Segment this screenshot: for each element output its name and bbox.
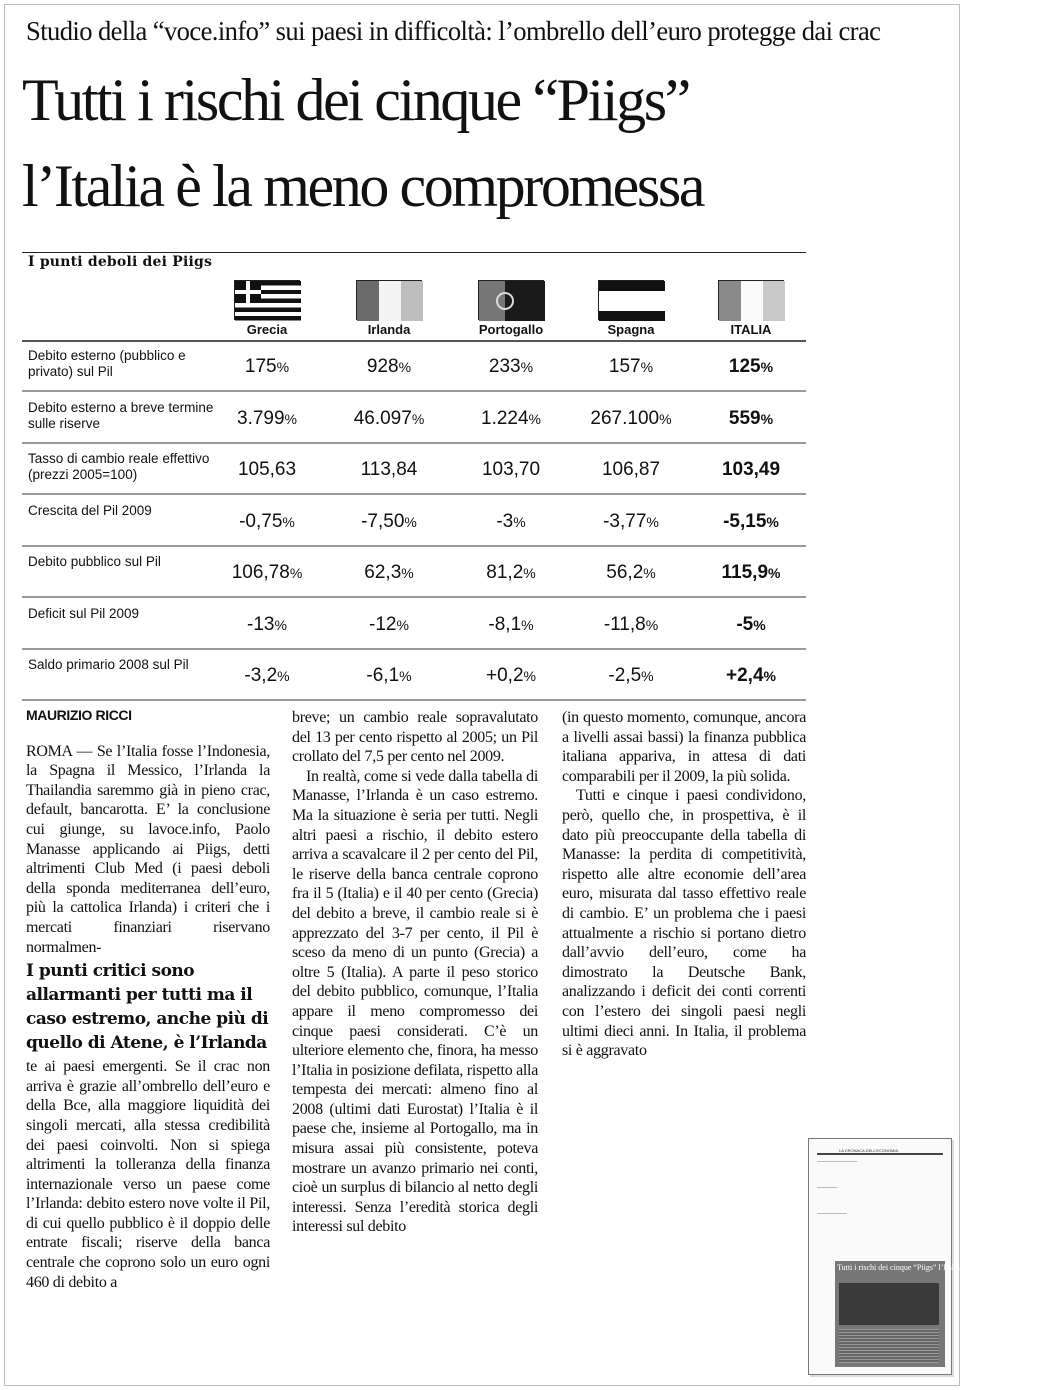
cell-unit: %	[399, 668, 412, 684]
cell-unit: %	[404, 513, 417, 530]
table-cell	[451, 356, 571, 378]
table-cell	[207, 356, 327, 378]
cell-unit: %	[523, 565, 536, 581]
row-divider	[22, 442, 806, 444]
cell-value: 46.097	[353, 407, 412, 429]
paragraph: (in questo momento, comunque, ancora a livelli assai bassi) la finanza pubblica italiana appariva, in attesa di dati comparabili per il 2009, la più solida.	[562, 709, 806, 785]
piigs-table	[22, 248, 806, 700]
thumbnail-line	[817, 1213, 847, 1214]
cell-unit: %	[411, 410, 425, 427]
cell-value: 157	[608, 356, 641, 377]
cell-unit: %	[766, 513, 779, 530]
table-cell	[691, 614, 811, 636]
table-row	[22, 548, 806, 598]
table-cell	[571, 665, 691, 687]
row-divider	[22, 699, 806, 701]
row-divider	[22, 545, 806, 547]
table-cell	[329, 356, 449, 378]
cell-unit: %	[521, 616, 534, 633]
table-cell	[329, 562, 449, 584]
cell-value: -3,77	[603, 510, 647, 532]
kicker: Studio della “voce.info” sui paesi in difficoltà: l’ombrello dell’euro protegge dai crac	[26, 16, 881, 46]
cell-unit: %	[520, 359, 534, 375]
table-cell	[571, 562, 691, 584]
cell-value: -3	[496, 510, 514, 532]
cell-unit: %	[284, 410, 297, 427]
row-divider	[22, 596, 806, 598]
paragraph: te ai paesi emergenti. Se il crac non arriva è grazie all’ombrello dell’euro e della Bce, alla maggiore liquidità dei singoli mercati, alla stessa credibilità dei paesi coinvolti. Non si spiega altrimenti la tolleranza della finanza internazionale verso un paese come l’Irlanda: debito estero nove volte il Pil, di cui quello pubblico è il doppio delle entrate fiscali; riserve della banca centrale che coprono solo un euro ogni 460 di debito a	[26, 1058, 270, 1291]
table-cell	[207, 614, 327, 636]
table-cell	[451, 562, 571, 584]
cell-unit: %	[753, 616, 766, 633]
table-cell	[691, 562, 811, 584]
country-portugal: Portogallo	[478, 322, 544, 337]
table-row	[22, 445, 806, 495]
cell-unit: %	[640, 359, 654, 375]
cell-value: 81,2	[486, 562, 524, 583]
row-divider	[22, 493, 806, 495]
table-cell	[571, 459, 691, 481]
cell-value: -0,75	[239, 510, 283, 532]
cell-value: 106,87	[601, 459, 661, 480]
cell-unit: %	[528, 410, 541, 427]
table-top-rule	[22, 252, 806, 253]
cell-value: -12	[369, 613, 397, 635]
row-divider	[22, 648, 806, 650]
cell-value: 56,2	[606, 562, 644, 583]
cell-value: 125	[728, 356, 761, 377]
table-cell	[571, 356, 691, 378]
paragraph: breve; un cambio reale sopravalutato del 13 per cento rispetto al 2005; un Pil crollato del 7,5 per cento nel 2009.	[292, 709, 538, 766]
ireland-flag-icon	[356, 280, 422, 320]
row-label: Debito esterno a breve termine sulle riserve	[28, 399, 214, 431]
table-cell	[329, 408, 449, 430]
cell-value: 175	[244, 356, 277, 377]
cell-value: -5,15	[723, 510, 767, 532]
row-label: Debito esterno (pubblico e privato) sul Pil	[28, 348, 186, 379]
cell-value: 233	[488, 356, 521, 377]
thumbnail-title: Tutti i rischi dei cinque “Piigs” l’Italia è la meno compromessa	[837, 1263, 1039, 1272]
thumbnail-header-rule	[817, 1153, 943, 1155]
cell-unit: %	[763, 668, 776, 684]
cell-value: -7,50	[361, 510, 405, 532]
cell-value: 3.799	[237, 407, 285, 429]
cell-value: -2,5	[608, 665, 642, 686]
table-cell	[691, 511, 811, 533]
table-cell	[207, 408, 327, 430]
cell-unit: %	[645, 616, 659, 633]
row-divider	[22, 390, 806, 392]
table-cell	[691, 459, 811, 481]
cell-value: 1.224	[481, 407, 529, 429]
table-cell	[329, 614, 449, 636]
cell-value: +0,2	[486, 665, 524, 686]
byline: MAURIZIO RICCI	[26, 707, 132, 723]
cell-unit: %	[641, 668, 654, 684]
cell-unit: %	[523, 668, 536, 684]
italy-flag-icon	[718, 280, 784, 320]
cell-unit: %	[401, 565, 414, 581]
table-cell	[451, 459, 571, 481]
cell-value: 115,9	[721, 562, 769, 583]
cell-value: -11,8	[603, 613, 646, 635]
table-cell	[571, 408, 691, 430]
cell-unit: %	[282, 513, 295, 530]
table-title: I punti deboli dei Piigs	[28, 254, 213, 270]
paragraph: In realtà, come si vede dalla tabella di Manasse, l’Irlanda è un caso estremo. Ma la situazione è seria per tutti. Negli altri paesi a rischio, il debito estero arriva a scavalcare il 2 per cento del Pil, le riserve della banca centrale coprono fra il 5 (Italia) e il 40 per cento (Grecia) del debito a breve, il cambio reale si è apprezzato del 3-7 per cento, il Pil è sceso da meno di un punto (Grecia) a oltre 5 (Italia). A parte il peso storico del debito pubblico, comunque, l’Italia appare il meno compromesso dei cinque paesi considerati. C’è un ulteriore elemento che, finora, ha messo l’Italia in posizione defilata, rispetto alla tempesta dei mercati: almeno fino al 2008 (ultimi dati Eurostat) l’Italia è il paese che, insieme al Portogallo, ma in misura assai più consistente, poteva mostrare un avanzo primario nei conti, cioè un surplus di bilancio al netto degli interessi. Senza l’eredità storica degli interessi sul debito	[292, 767, 538, 1236]
cell-value: -3,2	[244, 665, 278, 686]
table-cell	[207, 665, 327, 687]
row-label: Debito pubblico sul Pil	[28, 554, 161, 569]
thumbnail-line	[817, 1187, 837, 1188]
table-cell	[451, 511, 571, 533]
portugal-flag-icon	[478, 280, 544, 320]
cell-unit: %	[277, 668, 290, 684]
table-cell	[329, 511, 449, 533]
paragraph: ROMA — Se l’Italia fosse l’Indonesia, la Spagna il Messico, l’Irlanda la Thailandia saremmo già in pieno crac, default, bancarotta. E’ la conclusione cui giunge, su lavoce.info, Paolo Manasse applicando ai Piigs, detti altrimenti Club Med (i paesi deboli della sponda mediterranea dell’euro, più la cattolica Irlanda) i criteri che i mercati finanziari riservano normalmen-	[26, 742, 270, 956]
cell-value: 105,63	[237, 459, 297, 480]
country-ireland: Irlanda	[367, 322, 411, 337]
article-column-2	[292, 708, 538, 1237]
cell-unit: %	[289, 565, 303, 581]
table-row	[22, 342, 806, 392]
table-cell	[207, 459, 327, 481]
cell-value: 103,49	[721, 459, 781, 480]
table-cell	[329, 459, 449, 481]
cell-unit: %	[659, 410, 672, 427]
cell-value: -8,1	[488, 613, 522, 635]
table-cell	[451, 614, 571, 636]
article-column-3	[562, 708, 806, 1061]
cell-unit: %	[276, 359, 290, 375]
pull-quote: I punti critici sono allarmanti per tutti ma il caso estremo, anche più di quello di Atene, è l’Irlanda	[26, 961, 269, 1054]
cell-unit: %	[760, 359, 774, 375]
spain-flag-icon	[598, 280, 664, 320]
cell-unit: %	[768, 565, 781, 581]
cell-value: 62,3	[364, 562, 402, 583]
cell-value: 267.100	[590, 407, 660, 429]
row-label: Saldo primario 2008 sul Pil	[28, 657, 189, 672]
row-label: Tasso di cambio reale effettivo (prezzi 2005=100)	[28, 451, 210, 482]
table-row	[22, 394, 806, 444]
table-cell	[691, 665, 811, 687]
cell-value: 559	[728, 407, 761, 429]
row-label: Crescita del Pil 2009	[28, 502, 152, 518]
table-cell	[207, 562, 327, 584]
table-row	[22, 600, 806, 650]
table-row	[22, 651, 806, 701]
table-cell	[691, 408, 811, 430]
thumbnail-table	[839, 1283, 939, 1325]
cell-unit: %	[760, 410, 774, 427]
country-spain: Spagna	[607, 322, 655, 337]
thumbnail-text	[839, 1329, 939, 1363]
cell-unit: %	[274, 616, 287, 633]
thumbnail-article	[835, 1261, 1039, 1367]
cell-unit: %	[396, 616, 409, 633]
country-greece: Grecia	[246, 322, 288, 337]
paragraph: Tutti e cinque i paesi condividono, però, quello che, in prospettiva, è il dato più preoccupante della tabella di Manasse: la perdita di competitività, rispetto alle altre economie dell’area euro, misurata dal tasso effettivo reale di cambio. E’ un problema che i paesi attualmente a rischio si portano dietro dall’avvio dell’euro, come ha dimostrato la Deutsche Bank, analizzando i deficit dei conti correnti con l’estero dei singoli paesi negli ultimi dieci anni. In Italia, il problema si è aggravato	[562, 787, 806, 1060]
country-italy: ITALIA	[730, 322, 772, 337]
row-label: Deficit sul Pil 2009	[28, 605, 140, 621]
table-cell	[571, 511, 691, 533]
headline-line-1: Tutti i rischi dei cinque “Piigs”	[22, 67, 689, 133]
table-cell	[329, 665, 449, 687]
cell-unit: %	[646, 513, 659, 530]
cell-value: 103,70	[481, 459, 541, 480]
article-column-1	[26, 706, 270, 1292]
headline	[22, 58, 703, 230]
cell-value: -5	[736, 613, 754, 635]
cell-unit: %	[513, 513, 526, 530]
cell-unit: %	[398, 359, 412, 375]
table-cell	[691, 356, 811, 378]
table-cell	[207, 511, 327, 533]
cell-value: 113,84	[360, 459, 418, 480]
page-thumbnail	[808, 1138, 1039, 1375]
greece-flag-icon	[234, 280, 300, 320]
table-cell	[571, 614, 691, 636]
table-row	[22, 497, 806, 547]
cell-value: +2,4	[726, 665, 764, 686]
thumbnail-line	[817, 1161, 857, 1162]
cell-value: -6,1	[366, 665, 400, 686]
cell-value: 928	[366, 356, 399, 377]
cell-value: 106,78	[231, 562, 290, 583]
table-cell	[451, 408, 571, 430]
thumbnail-masthead: LA CRONACA DELL’ECONOMIA	[839, 1148, 899, 1153]
headline-line-2: l’Italia è la meno compromessa	[22, 153, 704, 219]
cell-unit: %	[643, 565, 656, 581]
table-cell	[451, 665, 571, 687]
cell-value: -13	[247, 613, 275, 635]
